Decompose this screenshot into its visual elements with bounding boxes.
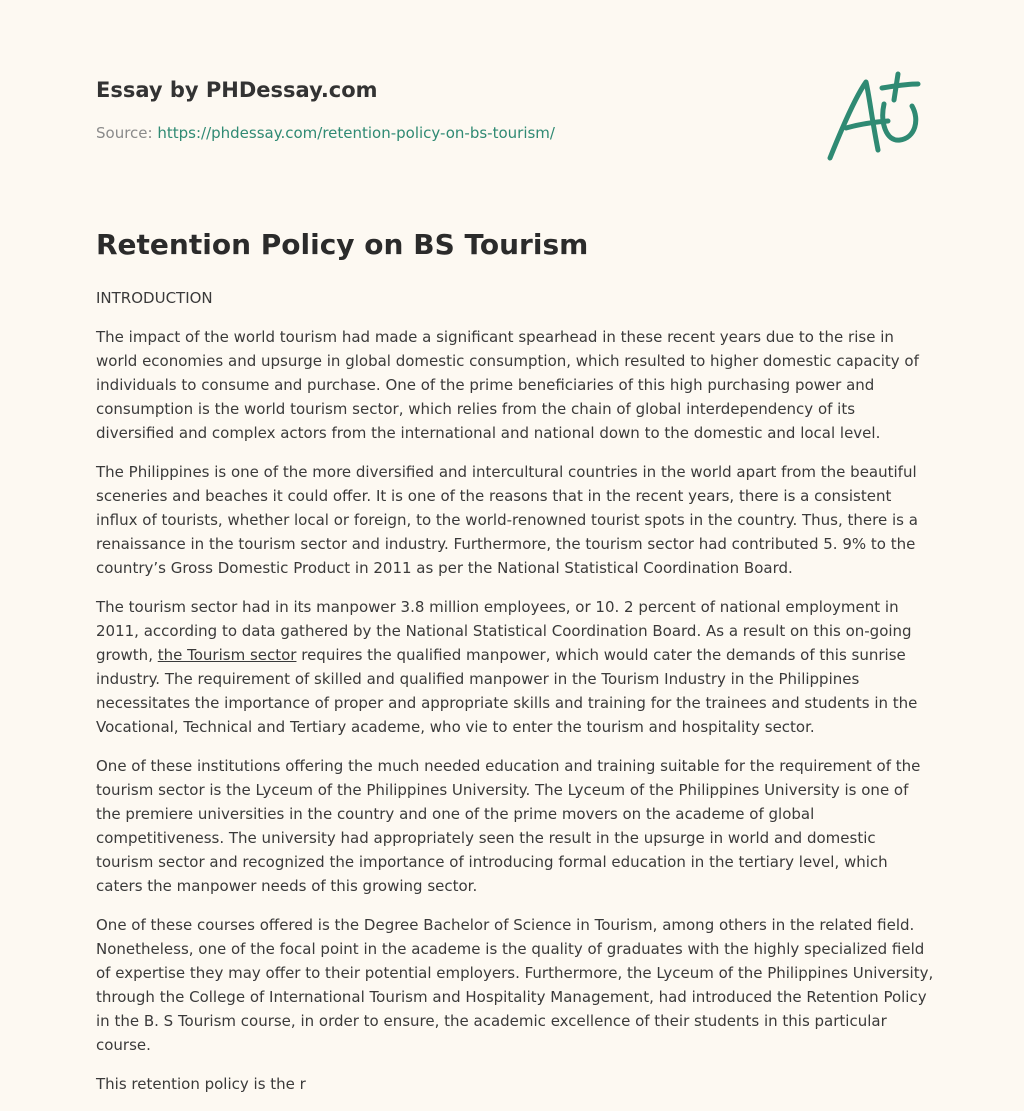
paragraph-6: This retention policy is the r	[96, 1075, 306, 1093]
paragraph-2: The Philippines is one of the more diversified and intercultural countries in the world apart from the beautiful sceneries and beaches it could offer. It is one of the reasons that in the recent years, there is a consistent influx of tourists, whether local or foreign, to the world-renowned tourist spots in the country. Thus, there is a renaissance in the tourism sector and industry. Furthermore, the tourism sector had contributed 5. 9% to the country’s Gross Domestic Product in 2011 as per the National Statistical Coordination Board.	[96, 463, 918, 577]
source-label: Source:	[96, 124, 153, 142]
source-link[interactable]: https://phdessay.com/retention-policy-on-bs-tourism/	[157, 124, 555, 142]
paragraph-5: One of these courses offered is the Degree Bachelor of Science in Tourism, among others in the related field. Nonetheless, one of the focal point in the academe is the quality of graduates with the highly specialized field of expertise they may offer to their potential employers. Furthermore, the Lyceum of the Philippines University, through the College of International Tourism and Hospitality Management, had introduced the Retention Policy in the B. S Tourism course, in order to ensure, the academic excellence of their students in this particular course.	[96, 916, 934, 1054]
paragraph-1: The impact of the world tourism had made a significant spearhead in these recent years due to the rise in world economies and upsurge in global domestic consumption, which resulted to higher domestic capacity of individuals to consume and purchase. One of the prime beneficiaries of this high purchasing power and consumption is the world tourism sector, which relies from the chain of global interdependency of its diversified and complex actors from the international and national down to the domestic and local level.	[96, 328, 919, 442]
essay-body	[96, 286, 934, 1111]
tourism-sector-link[interactable]: the Tourism sector	[157, 646, 297, 664]
essay-title: Retention Policy on BS Tourism	[96, 228, 589, 261]
site-title: Essay by PHDessay.com	[96, 78, 378, 102]
paragraph-3-after: requires the qualified manpower, which would cater the demands of this sunrise industry. The requirement of skilled and qualified manpower in the Tourism Industry in the Philippines necessitates the importance of proper and appropriate skills and training for the trainees and students in the Vocational, Technical and Tertiary academe, who vie to enter the tourism and hospitality sector.	[96, 646, 918, 736]
source-line	[96, 123, 555, 143]
paragraph-3-before: The tourism sector had in its manpower 3.8 million employees, or 10. 2 percent of national employment in 2011, according to data gathered by the National Statistical Coordination Board. As a result on this on-going growth,	[96, 598, 912, 664]
a-plus-logo-icon	[820, 66, 930, 166]
section-heading: INTRODUCTION	[96, 289, 213, 307]
paragraph-3	[96, 595, 934, 739]
paragraph-4: One of these institutions offering the much needed education and training suitable for the requirement of the tourism sector is the Lyceum of the Philippines University. The Lyceum of the Philippines University is one of the premiere universities in the country and one of the prime movers on the academe of global competitiveness. The university had appropriately seen the result in the upsurge in world and domestic tourism sector and recognized the importance of introducing formal education in the tertiary level, which caters the manpower needs of this growing sector.	[96, 757, 921, 895]
